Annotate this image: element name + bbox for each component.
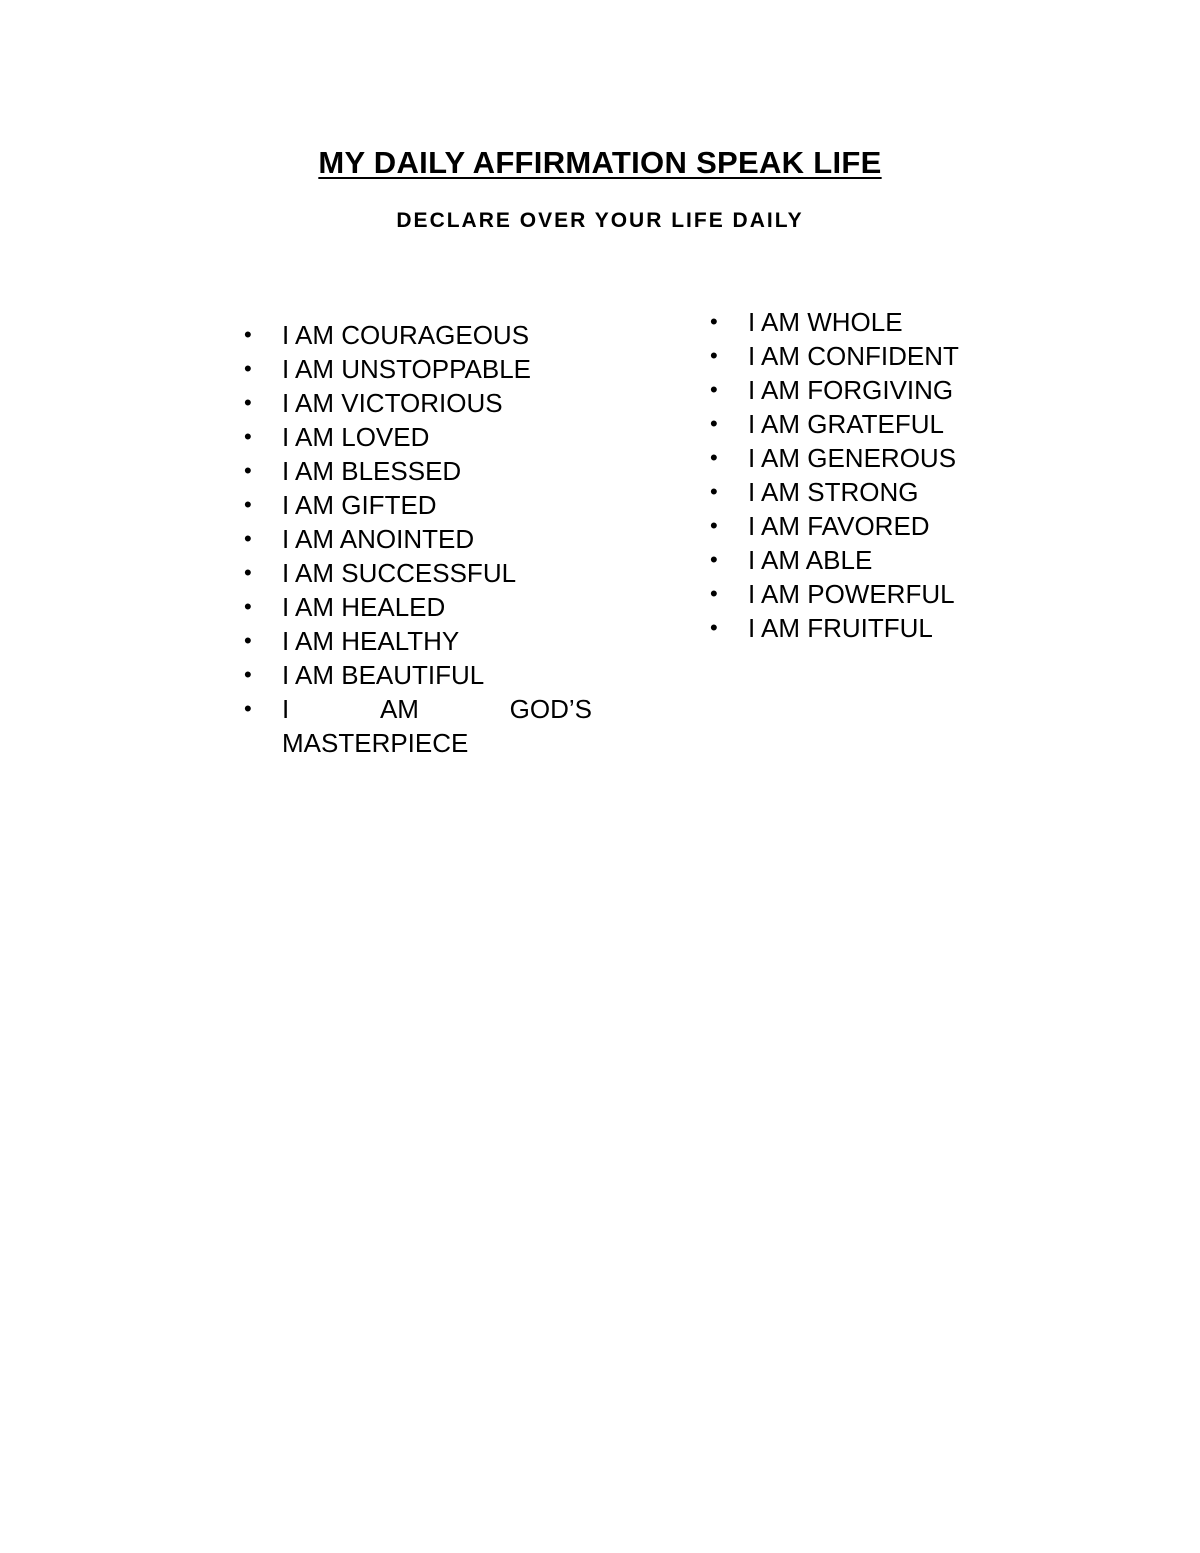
bullet-icon: • [244,526,252,551]
affirmation-item [244,352,624,386]
bullet-icon: • [244,662,252,687]
affirmation-item [244,658,624,692]
affirmation-word: I [282,694,290,724]
affirmation-item [710,407,1030,441]
affirmation-text: I AM LOVED [282,422,430,452]
affirmation-text: I AM BEAUTIFUL [282,660,485,690]
bullet-icon: • [244,594,252,619]
bullet-icon: • [244,424,252,449]
affirmation-item [710,475,1030,509]
bullet-icon: • [710,411,718,436]
affirmation-text: I AM COURAGEOUS [282,320,530,350]
affirmation-text: I AM GENEROUS [748,443,957,473]
bullet-icon: • [244,560,252,585]
affirmation-text: I AM SUCCESSFUL [282,558,517,588]
page-title: MY DAILY AFFIRMATION SPEAK LIFE [318,145,882,180]
affirmation-text: I AM POWERFUL [748,579,955,609]
affirmation-text: I AM UNSTOPPABLE [282,354,532,384]
affirmation-item [244,522,624,556]
bullet-icon: • [710,479,718,504]
affirmation-text: I AM CONFIDENT [748,341,959,371]
affirmation-item [244,488,624,522]
bullet-icon: • [710,547,718,572]
affirmation-text: I AM BLESSED [282,456,462,486]
bullet-icon: • [244,696,252,721]
affirmation-item [710,509,1030,543]
affirmation-text: I AM GIFTED [282,490,437,520]
bullet-icon: • [244,356,252,381]
affirmation-text: I AM VICTORIOUS [282,388,503,418]
affirmation-text: I AM GRATEFUL [748,409,944,439]
affirmation-text: I AM FRUITFUL [748,613,933,643]
affirmation-item [244,386,624,420]
affirmation-text: I AM ANOINTED [282,524,475,554]
bullet-icon: • [710,309,718,334]
affirmation-item [710,611,1030,645]
affirmation-item [710,441,1030,475]
affirmation-item [244,454,624,488]
bullet-icon: • [710,377,718,402]
bullet-icon: • [710,343,718,368]
affirmation-item [244,420,624,454]
affirmation-item [710,339,1030,373]
bullet-icon: • [710,445,718,470]
affirmation-text: I AM HEALED [282,592,446,622]
bullet-icon: • [244,322,252,347]
affirmation-item [244,318,624,352]
affirmation-text-line: MASTERPIECE [282,728,469,758]
affirmation-text: I AM HEALTHY [282,626,460,656]
affirmation-item [710,373,1030,407]
affirmation-text: I AM FORGIVING [748,375,954,405]
bullet-icon: • [244,390,252,415]
affirmation-list-left [244,318,624,760]
affirmation-word: GOD’S [509,694,592,724]
bullet-icon: • [244,492,252,517]
affirmation-word: AM [379,694,419,724]
bullet-icon: • [244,628,252,653]
bullet-icon: • [710,615,718,640]
bullet-icon: • [710,581,718,606]
page-subtitle: DECLARE OVER YOUR LIFE DAILY [396,209,804,232]
affirmation-item [244,556,624,590]
affirmation-text: I AM WHOLE [748,307,903,337]
affirmation-item [244,624,624,658]
affirmation-text: I AM FAVORED [748,511,930,541]
bullet-icon: • [710,513,718,538]
affirmation-item [710,577,1030,611]
affirmation-text: I AM ABLE [748,545,873,575]
bullet-icon: • [244,458,252,483]
affirmation-list-right [710,305,1030,645]
affirmation-item [710,543,1030,577]
affirmation-item [710,305,1030,339]
affirmation-text: I AM STRONG [748,477,919,507]
affirmation-item [244,590,624,624]
affirmation-text-line [282,692,592,726]
affirmation-item [244,692,624,760]
